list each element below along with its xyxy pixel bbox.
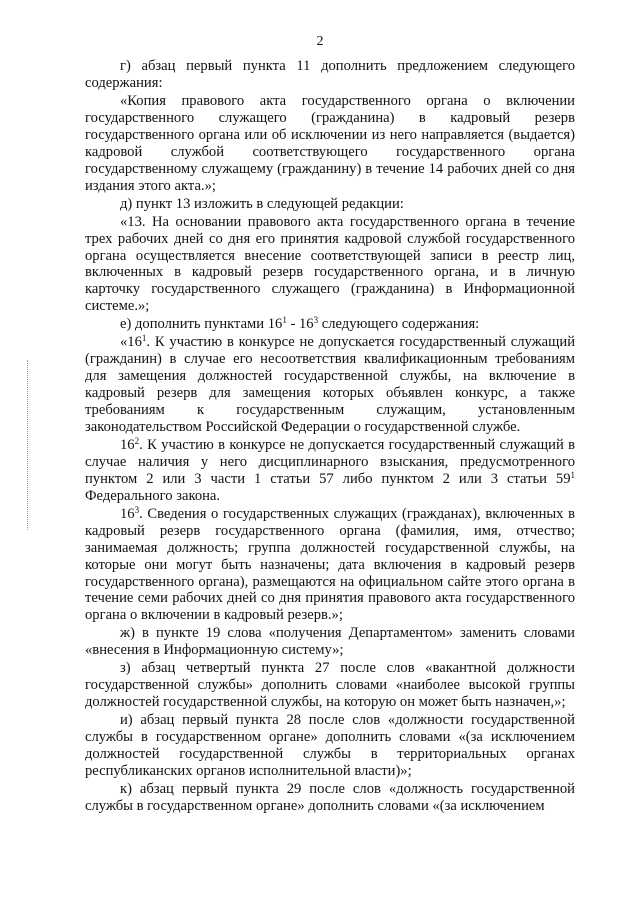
paragraph-16-3-start: 16 [120,505,135,522]
paragraph-16-2-end: Федерального закона. [85,487,221,504]
document-body [85,58,575,816]
paragraph-16-3-sup: 3 [134,504,140,515]
paragraph-16-1-start: «16 [120,334,142,351]
paragraph-16-1 [85,334,575,435]
paragraph-16-2-text: . К участию в конкурсе не допускается государственный служащий в случае наличия у него дисциплинарного взыскания, предусмотренного пунктом 2 или 3 части 1 статьи 57 либо пунктом 2 или 3 статьи 59 [85,437,575,487]
paragraph-16-3-text: . Сведения о государственных служащих (гражданах), включенных в кадровый резерв государственного органа (фамилия, имя, отчество; занимаемая должность; группа должностей государственной службы, на которые они могут быть назначены; дата включения в кадровый резерв государственного органа), размещаются на официальном сайте этого органа в течение семи рабочих дней со дня принятия правового акта государственного органа о включении в кадровый резерв.»; [85,505,575,624]
paragraph-e-sup2: 3 [313,315,319,326]
paragraph-16-2 [85,437,575,505]
paragraph-16-1-sup: 1 [141,333,147,344]
paragraph-z: з) абзац четвертый пункта 27 после слов «вакантной должности государственной службы» дополнить словами «наиболее высокой группы должностей государственной службы, на которую он может быть назначен,»; [85,660,575,711]
paragraph-k: к) абзац первый пункта 29 после слов «должность государственной службы в государственном органе» дополнить словами «(за исключением [85,781,575,815]
paragraph-zh: ж) в пункте 19 слова «получения Департаментом» заменить словами «внесения в Информационную систему»; [85,625,575,659]
paragraph-e-end: следующего содержания: [318,316,480,333]
paragraph-e-mid: - 16 [286,316,314,333]
paragraph-16-2-sup-end: 1 [570,469,575,480]
paragraph-d: д) пункт 13 изложить в следующей редакции: [120,195,404,212]
paragraph-16-2-start: 16 [120,437,135,454]
paragraph-e-sup1: 1 [282,315,287,326]
paragraph-i: и) абзац первый пункта 28 после слов «должности государственной службы в государственном органе» дополнить словами «(за исключением должностей государственной службы в территориальных органах республиканских органов исполнительной власти)»; [85,712,575,780]
paragraph-d-quote: «13. На основании правового акта государственного органа в течение трех рабочих дней со дня его принятия кадровой службой государственного органа осуществляется внесение соответствующей записи в реестр лиц, включенных в кадровый резерв государственного органа, и в личную карточку государственного служащего (гражданина) в Информационной системе.»; [85,213,575,315]
paragraph-g: г) абзац первый пункта 11 дополнить предложением следующего содержания: [85,58,575,91]
paragraph-e-start: е) дополнить пунктами 16 [120,316,283,333]
margin-mark [27,360,28,530]
paragraph-16-3 [85,506,575,624]
page-number: 2 [316,34,324,49]
paragraph-16-2-sup: 2 [134,436,140,447]
paragraph-g-quote: «Копия правового акта государственного органа о включении государственного служащего (гражданина) в кадровый резерв государственного органа или об исключении из него направляется (выдается) кадровой службой соответствующего государственного органа государственному служащему (гражданину) в течение 14 рабочих дней со дня издания этого акта.»; [85,93,575,194]
paragraph-16-1-text: . К участию в конкурсе не допускается государственный служащий (гражданин) в случае его несоответствия квалификационным требованиям для замещения должностей государственной службы, на включение в кадровый резерв для замещения которых объявлен конкурс, а также требованиям к государственным служащим, установленным законодательством Российской Федерации о государственной службе. [85,334,575,435]
paragraph-e [85,316,575,333]
